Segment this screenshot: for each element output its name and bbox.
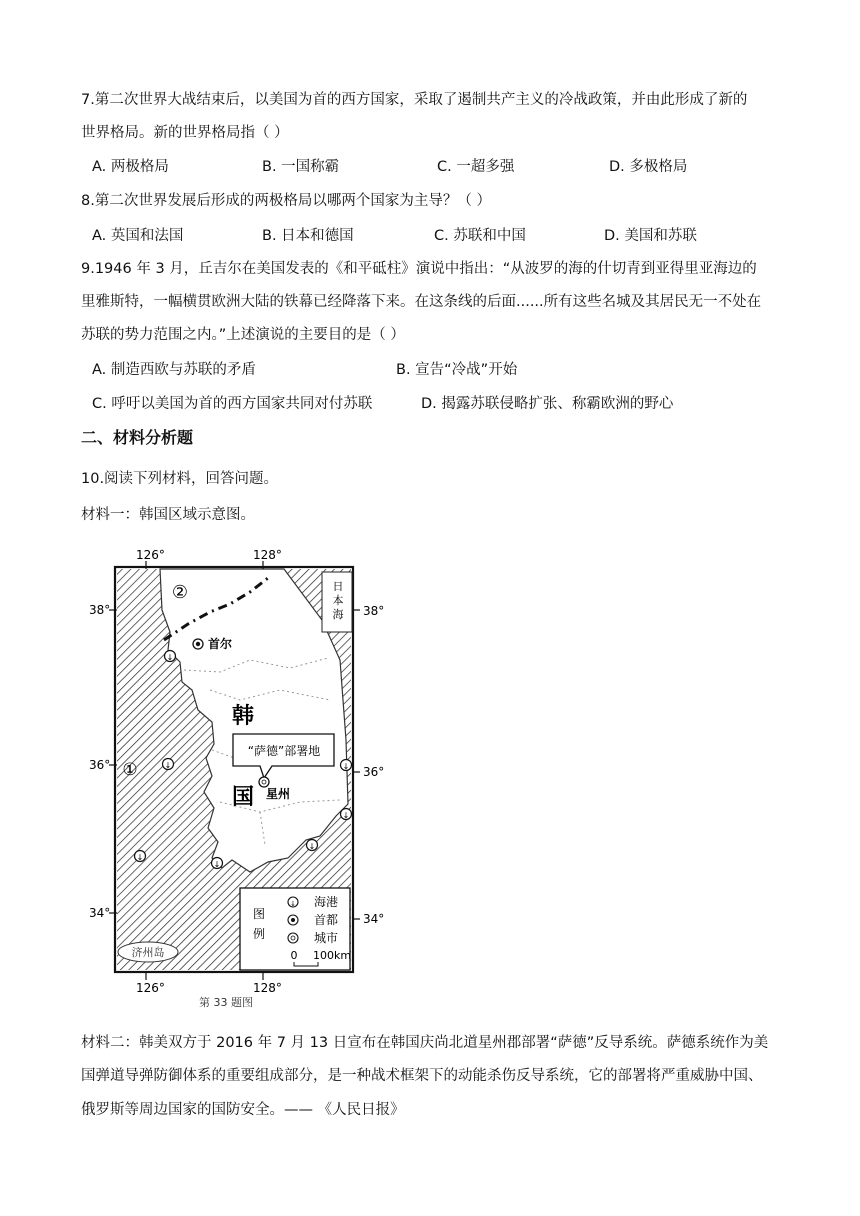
lat-34-right: 34° (363, 912, 385, 926)
port-icon-2 (163, 759, 174, 771)
q10-intro: 10.阅读下列材料，回答问题。 (81, 471, 279, 487)
svg-text:↓: ↓ (136, 853, 144, 862)
port-icon-5 (307, 840, 318, 852)
label-1: ① (122, 760, 138, 780)
country-label-1: 韩 (231, 704, 255, 729)
port-icon-1 (165, 651, 176, 663)
q9-stem-line3: 苏联的势力范围之内。”上述演说的主要目的是（ ） (81, 327, 405, 343)
q7-option-a[interactable]: A. 两极格局 (92, 159, 169, 175)
sea-of-japan-char-1: 日 (332, 580, 344, 593)
capital-label: 首尔 (208, 637, 233, 651)
svg-text:↓: ↓ (164, 761, 172, 770)
scale-zero-label: 0 (290, 949, 298, 962)
svg-text:↓: ↓ (290, 900, 296, 908)
q9-option-c[interactable]: C. 呼吁以美国为首的西方国家共同对付苏联 (92, 396, 373, 412)
city-label: 星州 (266, 787, 291, 801)
lat-38-right: 38° (363, 604, 385, 618)
country-label-2: 国 (231, 785, 255, 810)
legend-title-2: 例 (252, 927, 266, 941)
q9-option-a[interactable]: A. 制造西欧与苏联的矛盾 (92, 362, 256, 378)
q7-option-b[interactable]: B. 一国称霸 (262, 159, 340, 175)
legend-title-1: 图 (252, 907, 266, 921)
legend-capital-label: 首都 (314, 913, 339, 927)
material-2-line3: 俄罗斯等周边国家的国防安全。—— 《人民日报》 (81, 1102, 405, 1118)
material-2-line1: 材料二：韩美双方于 2016 年 7 月 13 日宣布在韩国庆尚北道星州郡部署“萨德”反导系统。萨德系统作为美 (81, 1035, 769, 1051)
korea-region-map (89, 540, 400, 1010)
thaad-callout-label: “萨德”部署地 (247, 744, 321, 758)
sea-of-japan-char-2: 本 (332, 594, 344, 607)
lon-126-top: 126° (136, 548, 165, 562)
lon-128-top: 128° (253, 548, 282, 562)
lat-34-left: 34° (89, 906, 111, 920)
label-2: ② (171, 582, 189, 603)
port-icon-6 (341, 809, 352, 821)
material-1-label: 材料一：韩国区域示意图。 (81, 507, 255, 523)
port-icon-7 (341, 760, 352, 772)
jeju-island-label: 济州岛 (131, 946, 165, 959)
section-title: 二、材料分析题 (81, 428, 194, 447)
svg-text:↓: ↓ (342, 762, 350, 771)
lat-36-left: 36° (89, 758, 111, 772)
map-caption: 第 33 题图 (199, 996, 253, 1009)
q7-stem-line2: 世界格局。新的世界格局指（ ） (81, 125, 289, 141)
q8-option-a[interactable]: A. 英国和法国 (92, 228, 184, 244)
q8-option-b[interactable]: B. 日本和德国 (262, 228, 354, 244)
lat-36-right: 36° (363, 765, 385, 779)
svg-text:↓: ↓ (308, 842, 316, 851)
q7-option-c[interactable]: C. 一超多强 (437, 159, 515, 175)
svg-text:↓: ↓ (213, 860, 221, 869)
scale-100-label: 100km (312, 949, 352, 962)
port-icon-4 (212, 858, 223, 870)
q8-option-c[interactable]: C. 苏联和中国 (434, 228, 526, 244)
lat-38-left: 38° (89, 603, 111, 617)
lon-128-bottom: 128° (253, 981, 282, 995)
q8-stem: 8.第二次世界发展后形成的两极格局以哪两个国家为主导？（ ） (81, 193, 491, 209)
port-icon-3 (135, 851, 146, 863)
material-2-line2: 国弹道导弹防御体系的重要组成部分，是一种战术框架下的动能杀伤反导系统，它的部署将严重威胁中国、 (81, 1068, 763, 1084)
sea-of-japan-char-3: 海 (332, 608, 344, 621)
svg-text:↓: ↓ (342, 811, 350, 820)
legend-city-label: 城市 (314, 931, 339, 945)
q9-stem-line2: 里雅斯特，一幅横贯欧洲大陆的铁幕已经降落下来。在这条线的后面......所有这些名城及其居民无一不处在 (81, 294, 762, 310)
svg-text:↓: ↓ (166, 653, 174, 662)
q9-stem-line1: 9.1946 年 3 月，丘吉尔在美国发表的《和平砥柱》演说中指出：“从波罗的海的什切青到亚得里亚海边的 (81, 261, 757, 277)
legend-port-label: 海港 (314, 895, 339, 909)
q8-option-d[interactable]: D. 美国和苏联 (604, 228, 697, 244)
q7-option-d[interactable]: D. 多极格局 (609, 159, 688, 175)
q9-option-b[interactable]: B. 宣告“冷战”开始 (396, 362, 518, 378)
q9-option-d[interactable]: D. 揭露苏联侵略扩张、称霸欧洲的野心 (421, 396, 674, 412)
lon-126-bottom: 126° (136, 981, 165, 995)
q7-stem-line1: 7.第二次世界大战结束后，以美国为首的西方国家，采取了遏制共产主义的冷战政策，并由此形成了新的 (81, 92, 748, 108)
